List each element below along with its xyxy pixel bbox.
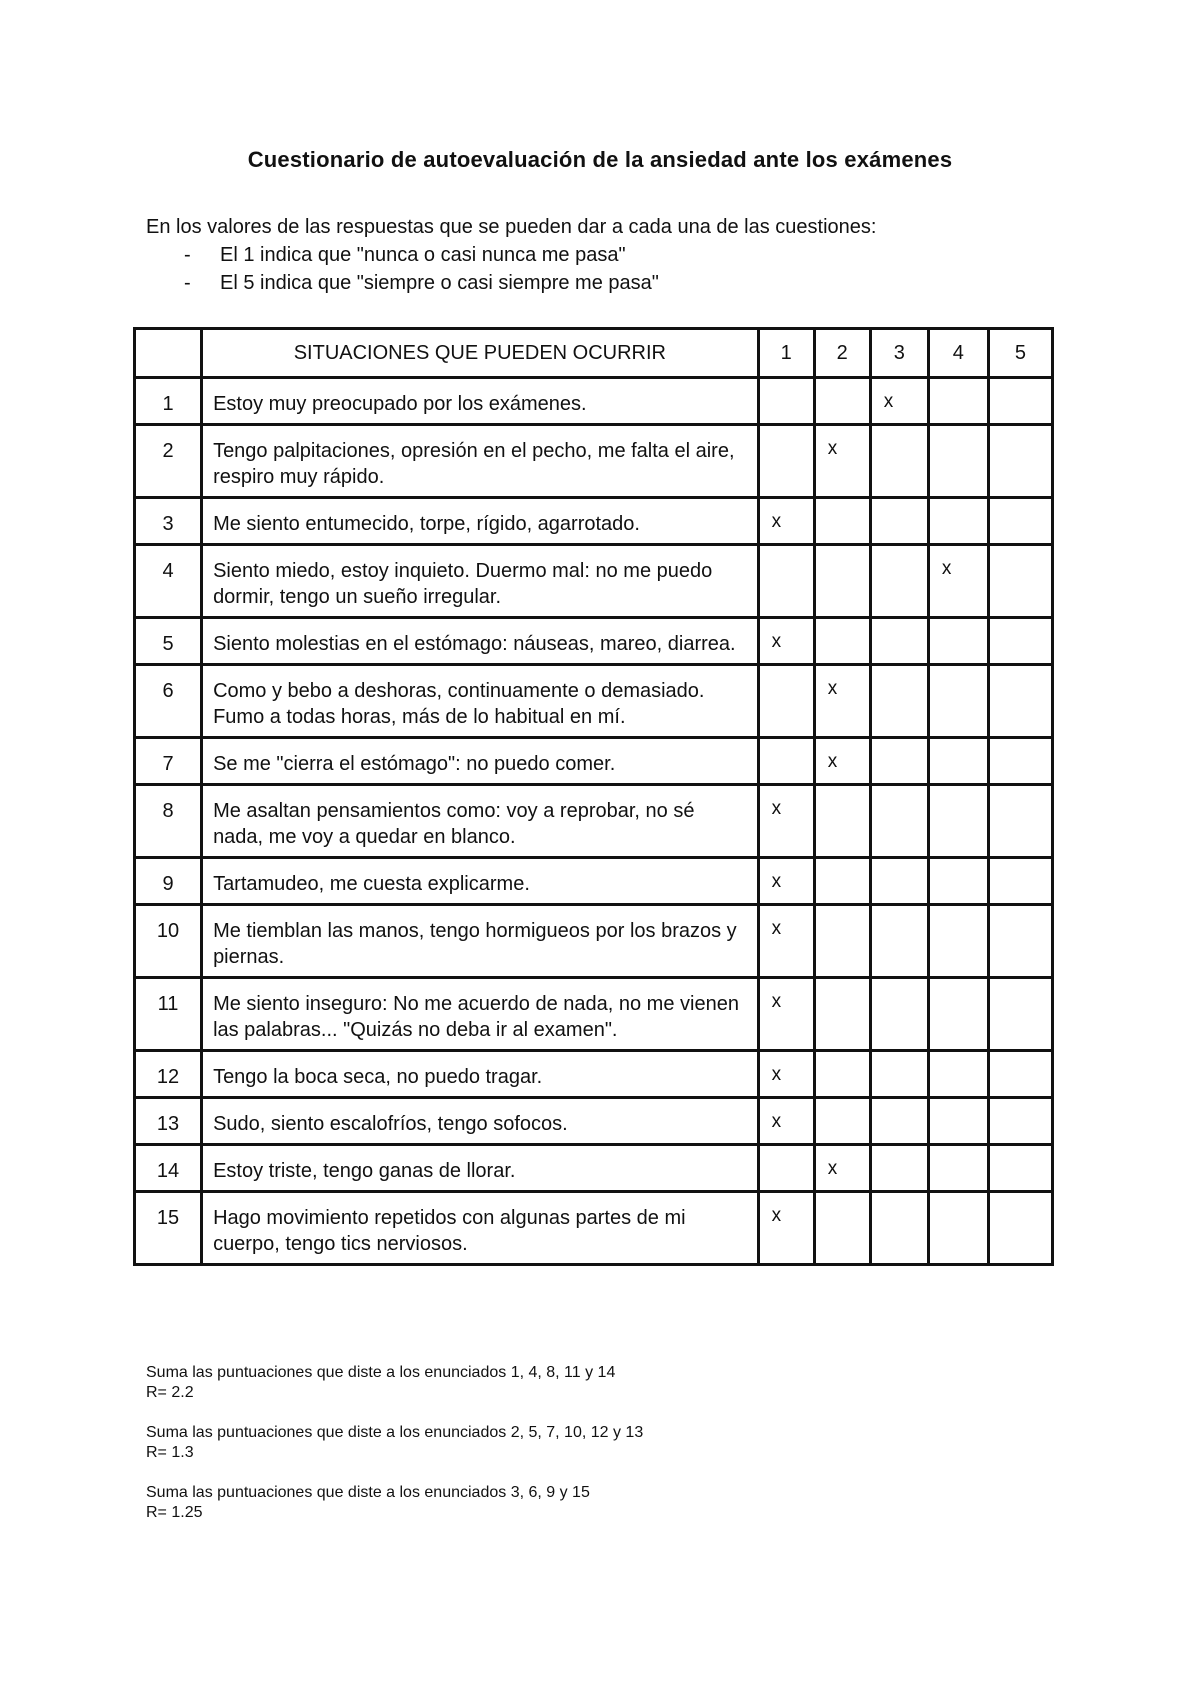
answer-cell-4[interactable] bbox=[928, 1192, 988, 1265]
answer-cell-2[interactable] bbox=[814, 738, 870, 785]
answer-cell-4[interactable] bbox=[928, 785, 988, 858]
answer-cell-3[interactable] bbox=[870, 618, 928, 665]
answer-cell-5[interactable] bbox=[988, 738, 1052, 785]
table-row bbox=[135, 498, 1053, 545]
answer-cell-3[interactable] bbox=[870, 1051, 928, 1098]
header-value-2: 2 bbox=[814, 329, 870, 378]
row-situation: Me siento entumecido, torpe, rígido, agarrotado. bbox=[202, 498, 759, 545]
table-row bbox=[135, 1098, 1053, 1145]
answer-cell-2[interactable] bbox=[814, 978, 870, 1051]
answer-cell-3[interactable] bbox=[870, 378, 928, 425]
answer-cell-4[interactable] bbox=[928, 425, 988, 498]
table-row bbox=[135, 425, 1053, 498]
row-number: 9 bbox=[135, 858, 202, 905]
answer-cell-1[interactable] bbox=[758, 1051, 814, 1098]
answer-cell-3[interactable] bbox=[870, 665, 928, 738]
row-number: 4 bbox=[135, 545, 202, 618]
answer-cell-3[interactable] bbox=[870, 905, 928, 978]
header-situations: SITUACIONES QUE PUEDEN OCURRIR bbox=[202, 329, 759, 378]
row-number: 6 bbox=[135, 665, 202, 738]
row-situation: Tengo palpitaciones, opresión en el pecho, me falta el aire, respiro muy rápido. bbox=[202, 425, 759, 498]
answer-cell-3[interactable] bbox=[870, 498, 928, 545]
answer-mark: x bbox=[827, 438, 838, 459]
summary-result: R= 1.25 bbox=[146, 1504, 203, 1521]
answer-cell-5[interactable] bbox=[988, 1192, 1052, 1265]
answer-cell-5[interactable] bbox=[988, 905, 1052, 978]
answer-cell-2[interactable] bbox=[814, 498, 870, 545]
answer-cell-4[interactable] bbox=[928, 378, 988, 425]
row-number: 7 bbox=[135, 738, 202, 785]
answer-mark: x bbox=[827, 678, 838, 699]
answer-cell-4[interactable] bbox=[928, 1051, 988, 1098]
answer-cell-5[interactable] bbox=[988, 498, 1052, 545]
answer-cell-3[interactable] bbox=[870, 1192, 928, 1265]
row-situation: Me tiemblan las manos, tengo hormigueos por los brazos y piernas. bbox=[202, 905, 759, 978]
row-situation: Como y bebo a deshoras, continuamente o demasiado. Fumo a todas horas, más de lo habitual en mí. bbox=[202, 665, 759, 738]
header-value-4: 4 bbox=[928, 329, 988, 378]
answer-cell-4[interactable] bbox=[928, 905, 988, 978]
answer-cell-2[interactable] bbox=[814, 1098, 870, 1145]
answer-mark: x bbox=[771, 511, 782, 532]
answer-cell-2[interactable] bbox=[814, 378, 870, 425]
answer-cell-5[interactable] bbox=[988, 378, 1052, 425]
answer-cell-3[interactable] bbox=[870, 545, 928, 618]
table-row bbox=[135, 618, 1053, 665]
questionnaire-table bbox=[133, 327, 1054, 1266]
answer-cell-2[interactable] bbox=[814, 1192, 870, 1265]
row-number: 8 bbox=[135, 785, 202, 858]
answer-cell-4[interactable] bbox=[928, 738, 988, 785]
summary-instruction: Suma las puntuaciones que diste a los enunciados 2, 5, 7, 10, 12 y 13 bbox=[146, 1424, 644, 1441]
row-number: 15 bbox=[135, 1192, 202, 1265]
legend-dash: - bbox=[184, 244, 191, 266]
answer-cell-1[interactable] bbox=[758, 1098, 814, 1145]
answer-cell-3[interactable] bbox=[870, 978, 928, 1051]
row-number: 5 bbox=[135, 618, 202, 665]
answer-cell-1[interactable] bbox=[758, 858, 814, 905]
row-number: 10 bbox=[135, 905, 202, 978]
table-header-row bbox=[135, 329, 1053, 378]
row-number: 3 bbox=[135, 498, 202, 545]
answer-cell-3[interactable] bbox=[870, 785, 928, 858]
answer-cell-1[interactable] bbox=[758, 378, 814, 425]
answer-cell-5[interactable] bbox=[988, 545, 1052, 618]
row-situation: Se me "cierra el estómago": no puedo comer. bbox=[202, 738, 759, 785]
answer-cell-1[interactable] bbox=[758, 785, 814, 858]
answer-cell-5[interactable] bbox=[988, 1145, 1052, 1192]
table-row bbox=[135, 978, 1053, 1051]
summary-result: R= 2.2 bbox=[146, 1384, 194, 1401]
row-situation: Tengo la boca seca, no puedo tragar. bbox=[202, 1051, 759, 1098]
row-situation: Me siento inseguro: No me acuerdo de nada, no me vienen las palabras... "Quizás no deba ir al examen". bbox=[202, 978, 759, 1051]
summary bbox=[146, 1363, 643, 1543]
intro bbox=[146, 213, 876, 297]
answer-mark: x bbox=[771, 871, 782, 892]
row-number: 2 bbox=[135, 425, 202, 498]
answer-cell-4[interactable] bbox=[928, 1098, 988, 1145]
row-situation: Sudo, siento escalofríos, tengo sofocos. bbox=[202, 1098, 759, 1145]
answer-mark: x bbox=[771, 1111, 782, 1132]
row-number: 13 bbox=[135, 1098, 202, 1145]
legend-dash: - bbox=[184, 272, 191, 294]
answer-cell-5[interactable] bbox=[988, 1051, 1052, 1098]
answer-mark: x bbox=[771, 631, 782, 652]
answer-cell-2[interactable] bbox=[814, 785, 870, 858]
table-row bbox=[135, 858, 1053, 905]
row-number: 1 bbox=[135, 378, 202, 425]
table-row bbox=[135, 1051, 1053, 1098]
answer-cell-5[interactable] bbox=[988, 618, 1052, 665]
row-situation: Me asaltan pensamientos como: voy a reprobar, no sé nada, me voy a quedar en blanco. bbox=[202, 785, 759, 858]
answer-cell-5[interactable] bbox=[988, 785, 1052, 858]
table-row bbox=[135, 1145, 1053, 1192]
table-body bbox=[135, 378, 1053, 1265]
intro-lead: En los valores de las respuestas que se pueden dar a cada una de las cuestiones: bbox=[146, 216, 877, 238]
legend-text: El 1 indica que "nunca o casi nunca me pasa" bbox=[220, 244, 626, 266]
answer-cell-1[interactable] bbox=[758, 545, 814, 618]
answer-cell-3[interactable] bbox=[870, 738, 928, 785]
answer-cell-4[interactable] bbox=[928, 978, 988, 1051]
answer-cell-1[interactable] bbox=[758, 738, 814, 785]
summary-instruction: Suma las puntuaciones que diste a los enunciados 3, 6, 9 y 15 bbox=[146, 1484, 590, 1501]
answer-cell-4[interactable] bbox=[928, 545, 988, 618]
answer-cell-2[interactable] bbox=[814, 545, 870, 618]
row-situation: Tartamudeo, me cuesta explicarme. bbox=[202, 858, 759, 905]
answer-cell-3[interactable] bbox=[870, 1098, 928, 1145]
row-situation: Siento miedo, estoy inquieto. Duermo mal: no me puedo dormir, tengo un sueño irregular. bbox=[202, 545, 759, 618]
answer-cell-2[interactable] bbox=[814, 858, 870, 905]
answer-cell-1[interactable] bbox=[758, 905, 814, 978]
summary-block bbox=[146, 1423, 643, 1463]
answer-cell-5[interactable] bbox=[988, 858, 1052, 905]
answer-mark: x bbox=[941, 558, 952, 579]
summary-block bbox=[146, 1483, 643, 1523]
answer-cell-1[interactable] bbox=[758, 1145, 814, 1192]
table-row bbox=[135, 785, 1053, 858]
answer-cell-4[interactable] bbox=[928, 858, 988, 905]
row-situation: Hago movimiento repetidos con algunas partes de mi cuerpo, tengo tics nerviosos. bbox=[202, 1192, 759, 1265]
answer-cell-1[interactable] bbox=[758, 1192, 814, 1265]
answer-mark: x bbox=[771, 1205, 782, 1226]
answer-cell-3[interactable] bbox=[870, 1145, 928, 1192]
answer-cell-4[interactable] bbox=[928, 665, 988, 738]
answer-cell-4[interactable] bbox=[928, 1145, 988, 1192]
answer-cell-1[interactable] bbox=[758, 498, 814, 545]
legend-item bbox=[146, 241, 876, 269]
answer-cell-3[interactable] bbox=[870, 425, 928, 498]
answer-cell-2[interactable] bbox=[814, 618, 870, 665]
answer-cell-2[interactable] bbox=[814, 665, 870, 738]
answer-cell-2[interactable] bbox=[814, 1145, 870, 1192]
answer-cell-2[interactable] bbox=[814, 905, 870, 978]
answer-mark: x bbox=[771, 1064, 782, 1085]
header-value-5: 5 bbox=[988, 329, 1052, 378]
answer-cell-2[interactable] bbox=[814, 425, 870, 498]
legend-item bbox=[146, 269, 876, 297]
answer-mark: x bbox=[771, 991, 782, 1012]
header-value-3: 3 bbox=[870, 329, 928, 378]
answer-cell-5[interactable] bbox=[988, 425, 1052, 498]
table-row bbox=[135, 1192, 1053, 1265]
answer-cell-5[interactable] bbox=[988, 978, 1052, 1051]
row-number: 14 bbox=[135, 1145, 202, 1192]
table-row bbox=[135, 738, 1053, 785]
answer-cell-5[interactable] bbox=[988, 665, 1052, 738]
table-row bbox=[135, 545, 1053, 618]
row-situation: Estoy muy preocupado por los exámenes. bbox=[202, 378, 759, 425]
answer-mark: x bbox=[827, 1158, 838, 1179]
answer-cell-4[interactable] bbox=[928, 498, 988, 545]
answer-cell-4[interactable] bbox=[928, 618, 988, 665]
answer-cell-1[interactable] bbox=[758, 618, 814, 665]
answer-mark: x bbox=[883, 391, 894, 412]
table-row bbox=[135, 905, 1053, 978]
summary-instruction: Suma las puntuaciones que diste a los enunciados 1, 4, 8, 11 y 14 bbox=[146, 1364, 616, 1381]
answer-cell-1[interactable] bbox=[758, 665, 814, 738]
answer-cell-1[interactable] bbox=[758, 425, 814, 498]
answer-mark: x bbox=[771, 798, 782, 819]
row-number: 12 bbox=[135, 1051, 202, 1098]
table-row bbox=[135, 665, 1053, 738]
row-number: 11 bbox=[135, 978, 202, 1051]
answer-cell-1[interactable] bbox=[758, 978, 814, 1051]
header-value-1: 1 bbox=[758, 329, 814, 378]
row-situation: Estoy triste, tengo ganas de llorar. bbox=[202, 1145, 759, 1192]
header-num bbox=[135, 329, 202, 378]
answer-cell-5[interactable] bbox=[988, 1098, 1052, 1145]
legend-text: El 5 indica que "siempre o casi siempre me pasa" bbox=[220, 272, 659, 294]
table-row bbox=[135, 378, 1053, 425]
answer-mark: x bbox=[771, 918, 782, 939]
answer-cell-3[interactable] bbox=[870, 858, 928, 905]
page-title: Cuestionario de autoevaluación de la ansiedad ante los exámenes bbox=[247, 147, 953, 172]
summary-block bbox=[146, 1363, 643, 1403]
answer-cell-2[interactable] bbox=[814, 1051, 870, 1098]
summary-result: R= 1.3 bbox=[146, 1444, 194, 1461]
row-situation: Siento molestias en el estómago: náuseas, mareo, diarrea. bbox=[202, 618, 759, 665]
answer-mark: x bbox=[827, 751, 838, 772]
